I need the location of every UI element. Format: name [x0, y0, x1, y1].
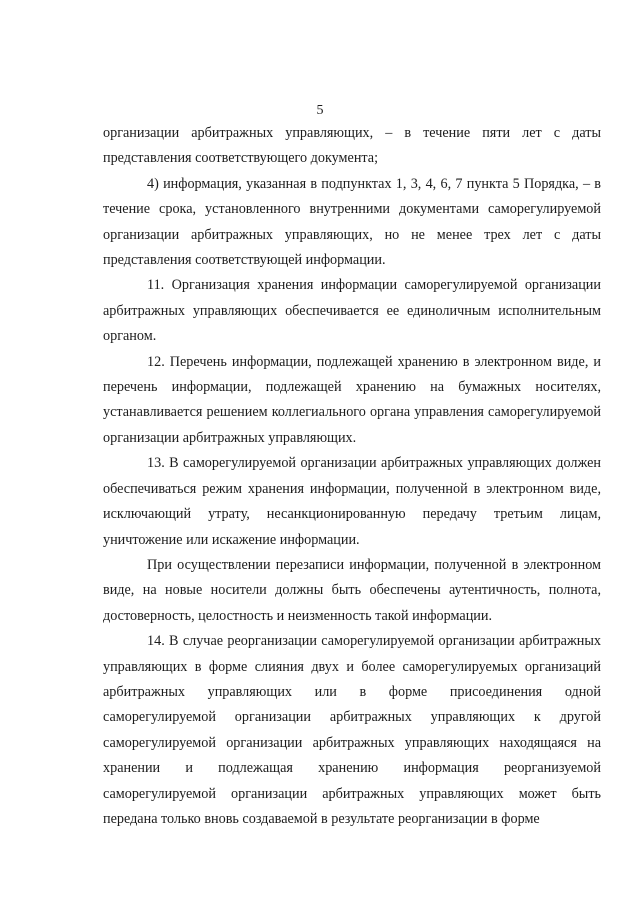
paragraph-item-4: 4) информация, указанная в подпунктах 1, 3, 4, 6, 7 пункта 5 Порядка, – в течение срока, установленного внутренними документами саморегулируемой организации арбитражных управляющих, но не менее трех лет с даты представления соответствующей информации. [103, 175, 601, 269]
paragraph-12: 12. Перечень информации, подлежащей хранению в электронном виде, и перечень информации, подлежащей хранению на бумажных носителях, устанавливается решением коллегиального органа управления саморегулируемой организации арбитражных управляющих. [103, 353, 601, 446]
paragraph-13-rewrite: При осуществлении перезаписи информации, полученной в электронном виде, на новые носители должны быть обеспечены аутентичность, полнота, достоверность, целостность и неизменность такой информации. [103, 556, 601, 624]
paragraph-continuation: организации арбитражных управляющих, – в течение пяти лет с даты представления соответствующего документа; [103, 125, 601, 167]
paragraph-11: 11. Организация хранения информации саморегулируемой организации арбитражных управляющих обеспечивается ее единоличным исполнительным органом. [103, 277, 601, 345]
document-body [103, 121, 601, 832]
paragraph-13: 13. В саморегулируемой организации арбитражных управляющих должен обеспечиваться режим хранения информации, полученной в электронном виде, исключающий утрату, несанкционированную передачу третьим лицам, уничтожение или искажение информации. [103, 455, 601, 548]
paragraph-14: 14. В случае реорганизации саморегулируемой организации арбитражных управляющих в форме слияния двух и более саморегулируемых организаций арбитражных управляющих или в форме присоединения одной саморегулируемой организации арбитражных управляющих к другой саморегулируемой организации арбитражных управляющих находящаяся на хранении и подлежащая хранению информация реорганизуемой саморегулируемой организации арбитражных управляющих может быть передана только вновь создаваемой в результате реорганизации в форме [103, 633, 601, 827]
page-number: 5 [316, 103, 324, 118]
